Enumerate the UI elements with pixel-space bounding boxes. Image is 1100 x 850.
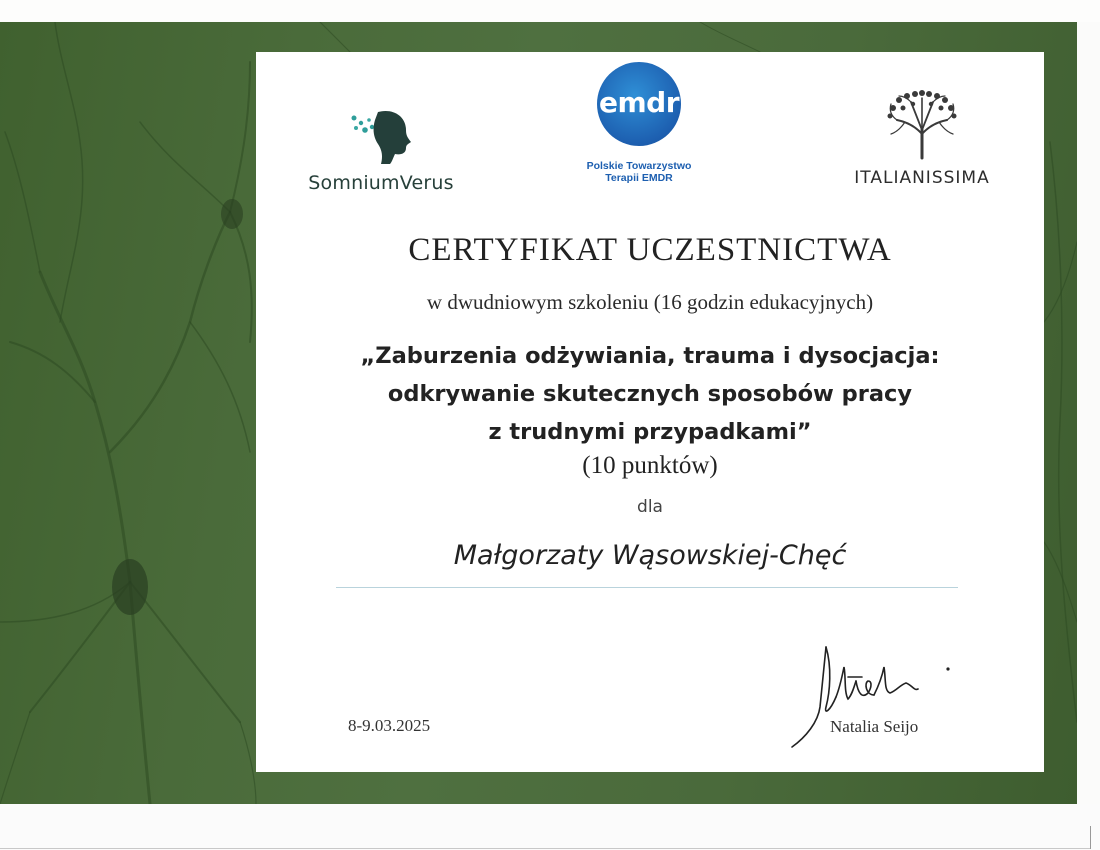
scan-margin-bottom (0, 804, 1100, 850)
for-label: dla (637, 497, 663, 517)
italianissima-wordmark: ITALIANISSIMA (854, 168, 990, 188)
course-title-line3: z trudnymi przypadkami” (488, 419, 812, 445)
head-profile-icon (348, 108, 418, 168)
somnium-verus-wordmark: SomniumVerus (308, 172, 454, 194)
scan-edge-line (0, 848, 1090, 849)
certificate-card (256, 52, 1044, 772)
course-title-line2: odkrywanie skutecznych sposobów pracy (387, 381, 913, 407)
emdr-wordmark: emdr (598, 86, 680, 119)
course-title-line1: „Zaburzenia odżywiania, trauma i dysocjacja: (360, 343, 940, 369)
course-title (256, 337, 1044, 451)
tree-icon (885, 90, 959, 160)
scan-edge-tick (1090, 826, 1091, 849)
somnium-verus-logo (286, 108, 476, 198)
recipient-underline (336, 587, 958, 588)
points-text: (10 punktów) (582, 452, 718, 479)
signer-name: Natalia Seijo (830, 717, 919, 736)
emdr-logo (574, 62, 704, 192)
certificate-subtitle: w dwudniowym szkoleniu (16 godzin edukacyjnych) (426, 290, 874, 314)
certificate-date: 8-9.03.2025 (348, 716, 431, 735)
recipient-name: Małgorzaty Wąsowskiej-Chęć (453, 540, 847, 571)
certificate-title: CERTYFIKAT UCZESTNICTWA (408, 232, 892, 268)
italianissima-logo (842, 90, 1002, 200)
scan-margin-top (0, 0, 1100, 22)
emdr-subtitle-line1: Polskie Towarzystwo (586, 160, 692, 172)
emdr-subtitle-line2: Terapii EMDR (605, 172, 673, 184)
